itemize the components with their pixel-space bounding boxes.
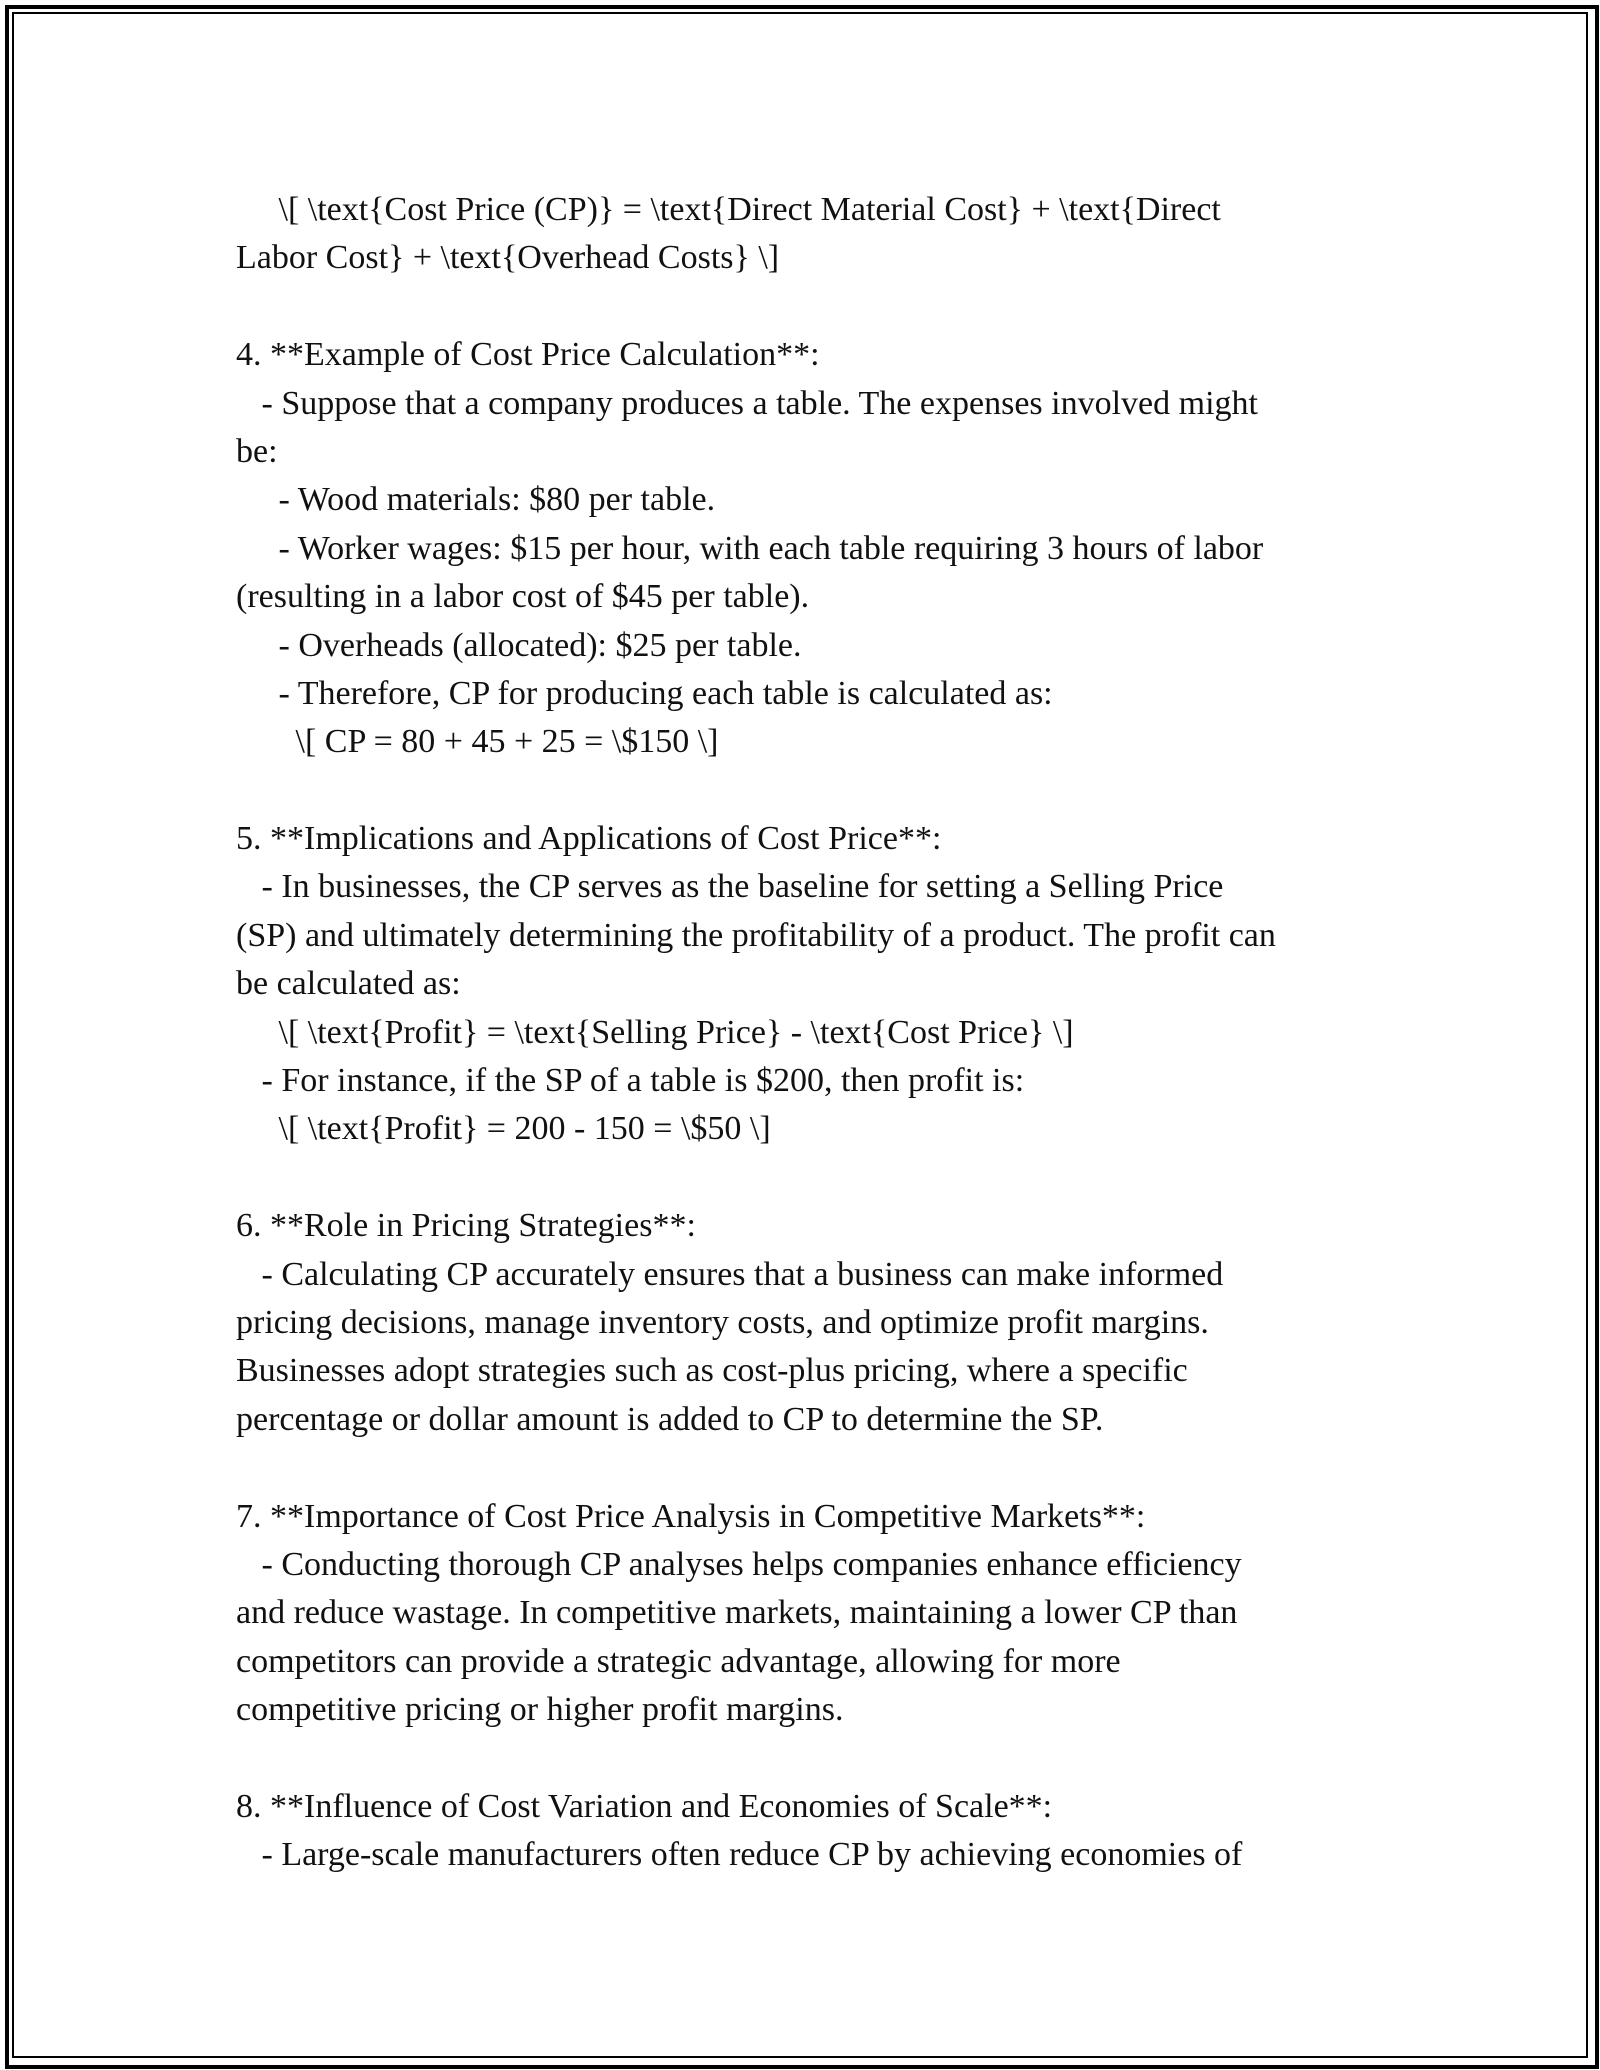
blank-line xyxy=(236,1735,1366,1783)
section-heading: 6. **Role in Pricing Strategies**: xyxy=(236,1207,696,1245)
blank-line xyxy=(236,767,1366,815)
formula-line: \[ \text{Profit} = \text{Selling Price} - \text{Cost Price} \] xyxy=(236,1013,1074,1051)
text-line: pricing decisions, manage inventory costs, and optimize profit margins. xyxy=(236,1303,1209,1341)
text-line: (resulting in a labor cost of $45 per table). xyxy=(236,578,810,616)
text-line: be: xyxy=(236,432,278,470)
text-line: - Large-scale manufacturers often reduce CP by achieving economies of xyxy=(236,1836,1243,1874)
text-line: and reduce wastage. In competitive markets, maintaining a lower CP than xyxy=(236,1594,1238,1632)
text-line: (SP) and ultimately determining the profitability of a product. The profit can xyxy=(236,916,1276,954)
section-heading: 7. **Importance of Cost Price Analysis in Competitive Markets**: xyxy=(236,1497,1146,1535)
blank-line xyxy=(236,1154,1366,1202)
formula-line: \[ \text{Profit} = 200 - 150 = \$50 \] xyxy=(236,1110,771,1148)
text-line: Labor Cost} + \text{Overhead Costs} \] xyxy=(236,239,780,277)
text-line: - Conducting thorough CP analyses helps companies enhance efficiency xyxy=(236,1545,1242,1583)
text-line: - Suppose that a company produces a table. The expenses involved might xyxy=(236,384,1258,422)
text-line: percentage or dollar amount is added to CP to determine the SP. xyxy=(236,1400,1104,1438)
text-line: - For instance, if the SP of a table is $200, then profit is: xyxy=(236,1062,1025,1100)
text-line: \[ \text{Cost Price (CP)} = \text{Direct Material Cost} + \text{Direct xyxy=(236,191,1221,228)
text-line: - Overheads (allocated): $25 per table. xyxy=(236,626,802,664)
section-heading: 8. **Influence of Cost Variation and Economies of Scale**: xyxy=(236,1787,1053,1825)
section-heading: 4. **Example of Cost Price Calculation**: xyxy=(236,336,820,374)
text-line: Businesses adopt strategies such as cost-plus pricing, where a specific xyxy=(236,1352,1188,1390)
text-line: competitors can provide a strategic advantage, allowing for more xyxy=(236,1642,1121,1680)
text-line: competitive pricing or higher profit margins. xyxy=(236,1691,844,1729)
formula-line: \[ CP = 80 + 45 + 25 = \$150 \] xyxy=(236,723,719,761)
section-heading: 5. **Implications and Applications of Cost Price**: xyxy=(236,820,942,858)
text-line: - Wood materials: $80 per table. xyxy=(236,481,716,519)
document-body xyxy=(236,186,1366,1880)
text-line: - Worker wages: $15 per hour, with each table requiring 3 hours of labor xyxy=(236,529,1264,567)
blank-line xyxy=(236,283,1366,331)
text-line: - Therefore, CP for producing each table is calculated as: xyxy=(236,674,1053,712)
text-line: - In businesses, the CP serves as the baseline for setting a Selling Price xyxy=(236,868,1224,906)
text-line: be calculated as: xyxy=(236,965,461,1003)
blank-line xyxy=(236,1444,1366,1492)
text-line: - Calculating CP accurately ensures that a business can make informed xyxy=(236,1255,1224,1293)
